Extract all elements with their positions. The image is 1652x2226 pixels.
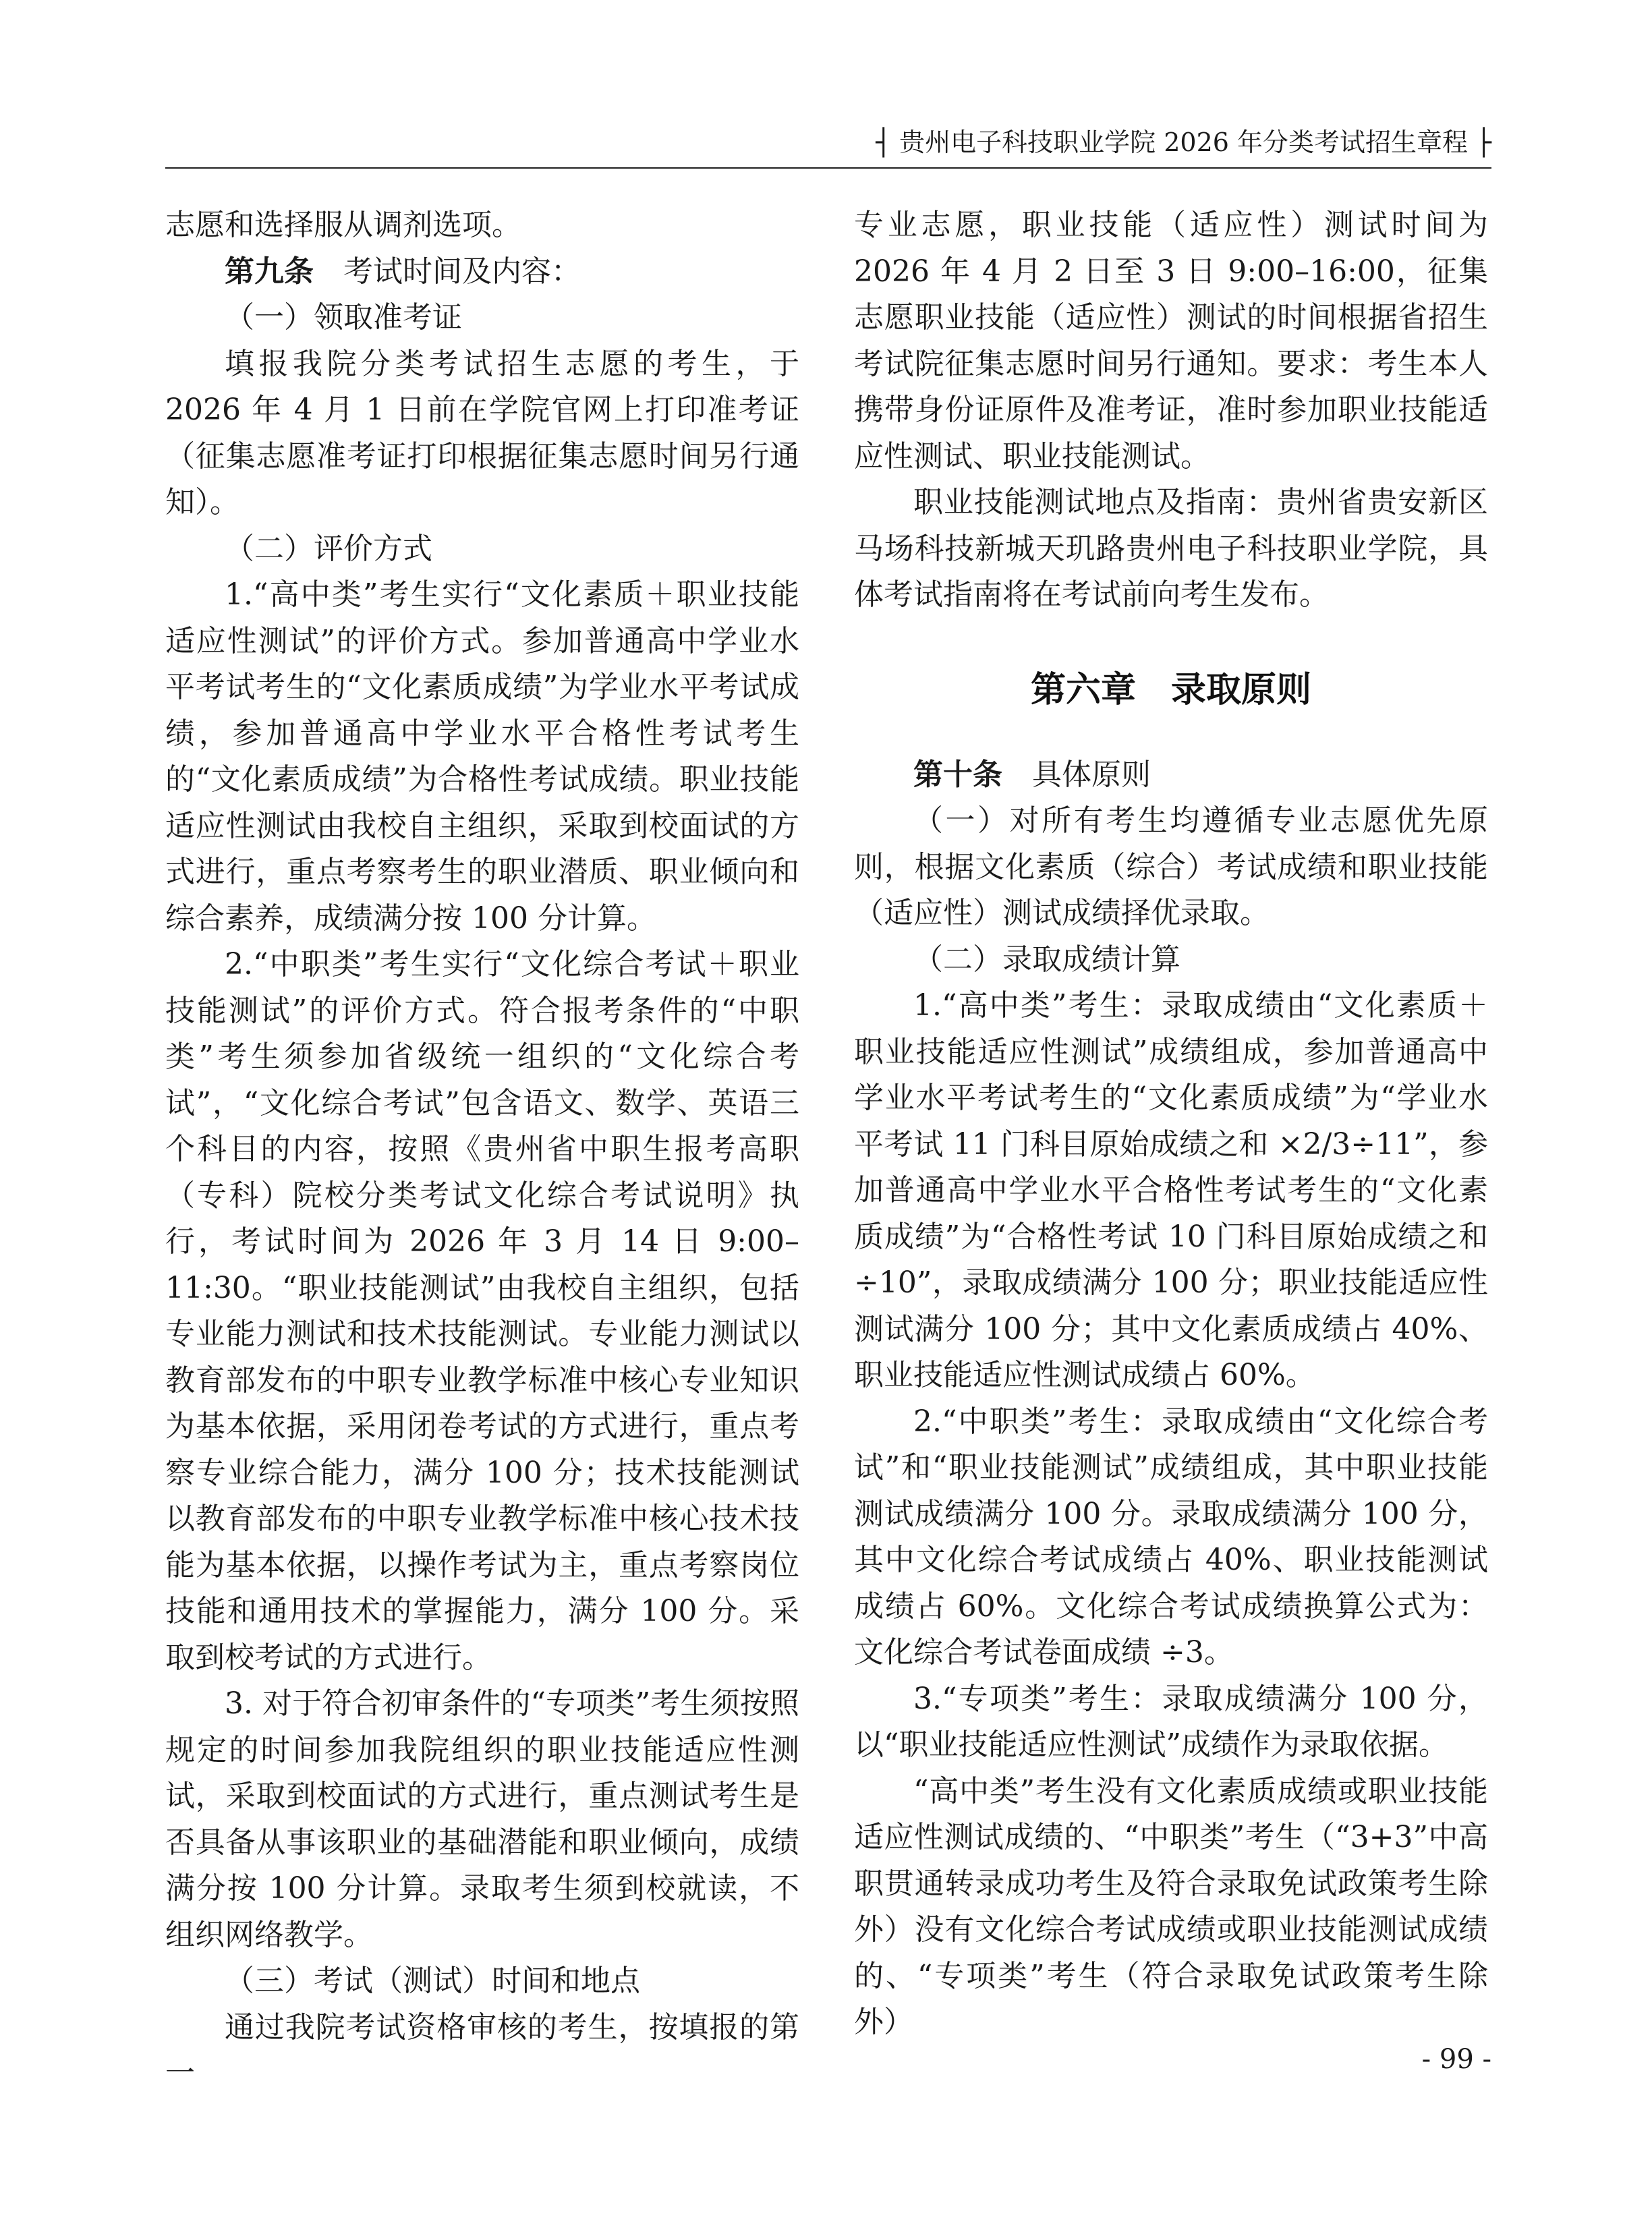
right-column-bottom bbox=[854, 752, 1488, 2046]
paragraph: 专业志愿，职业技能（适应性）测试时间为 2026 年 4 月 2 日至 3 日 9:00–16:00，征集志愿职业技能（适应性）测试的时间根据省招生考试院征集志愿时间另行通知。要求：考生本人携带身份证原件及准考证，准时参加职业技能适应性测试、职业技能测试。 bbox=[854, 208, 1488, 474]
paragraph: 2.“中职类”考生：录取成绩由“文化综合考试”和“职业技能测试”成绩组成，其中职业技能测试成绩满分 100 分。录取成绩满分 100 分，其中文化综合考试成绩占 40%、职业技能测试成绩占 60%。文化综合考试成绩换算公式为：文化综合考试卷面成绩 ÷3。 bbox=[854, 1404, 1488, 1670]
paragraph: （一）对所有考生均遵循专业志愿优先原则，根据文化素质（综合）考试成绩和职业技能（适应性）测试成绩择优录取。 bbox=[854, 803, 1488, 930]
paragraph: 3.“专项类”考生：录取成绩满分 100 分，以“职业技能适应性测试”成绩作为录取依据。 bbox=[854, 1681, 1488, 1762]
paragraph: 2.“中职类”考生实行“文化综合考试＋职业技能测试”的评价方式。符合报考条件的“中职类”考生须参加省级统一组织的“文化综合考试”，“文化综合考试”包含语文、数学、英语三个科目的内容，按照《贵州省中职生报考高职（专科）院校分类考试文化综合考试说明》执行，考试时间为 2026 年 3 月 14 日 9:00–11:30。“职业技能测试”由我校自主组织，包括专业能力测试和技术技能测试。专业能力测试以教育部发布的中职专业教学标准中核心专业知识为基本依据，采用闭卷考试的方式进行，重点考察专业综合能力，满分 100 分；技术技能测试以教育部发布的中职专业教学标准中核心技术技能为基本依据，以操作考试为主，重点考察岗位技能和通用技术的掌握能力，满分 100 分。采取到校考试的方式进行。 bbox=[165, 947, 799, 1675]
paragraph: “高中类”考生没有文化素质成绩或职业技能适应性测试成绩的、“中职类”考生（“3+3”中高职贯通转录成功考生及符合录取免试政策考生除外）没有文化综合考试成绩或职业技能测试成绩的、“专项类”考生（符合录取免试政策考生除外） bbox=[854, 1773, 1488, 2039]
paragraph: 填报我院分类考试招生志愿的考生，于 2026 年 4 月 1 日前在学院官网上打印准考证（征集志愿准考证打印根据征集志愿时间另行通知）。 bbox=[165, 346, 799, 519]
article-title: 具体原则 bbox=[1002, 757, 1151, 792]
right-column-top bbox=[854, 202, 1488, 619]
paragraph: 1.“高中类”考生实行“文化素质＋职业技能适应性测试”的评价方式。参加普通高中学业水平考试考生的“文化素质成绩”为学业水平考试成绩，参加普通高中学业水平合格性考试考生的“文化素质成绩”为合格性考试成绩。职业技能适应性测试由我校自主组织，采取到校面试的方式进行，重点考察考生的职业潜质、职业倾向和综合素养，成绩满分按 100 分计算。 bbox=[165, 577, 799, 936]
article-heading bbox=[165, 249, 799, 295]
paragraph: 3. 对于符合初审条件的“专项类”考生须按照规定的时间参加我院组织的职业技能适应性测试，采取到校面试的方式进行，重点测试考生是否具备从事该职业的基础潜能和职业倾向，成绩满分按 100 分计算。录取考生须到校就读，不组织网络教学。 bbox=[165, 1686, 799, 1952]
running-header: ┤ 贵州电子科技职业学院 2026 年分类考试招生章程 ├ bbox=[876, 127, 1491, 157]
right-column bbox=[854, 202, 1488, 2046]
paragraph: （一）领取准考证 bbox=[225, 300, 462, 335]
article-heading bbox=[854, 752, 1488, 799]
article-title: 考试时间及内容： bbox=[314, 254, 581, 289]
paragraph: （二）评价方式 bbox=[225, 531, 432, 566]
article-label: 第十条 bbox=[913, 757, 1002, 792]
paragraph: 1.“高中类”考生：录取成绩由“文化素质＋职业技能适应性测试”成绩组成，参加普通高中学业水平考试考生的“文化素质成绩”为“学业水平考试 11 门科目原始成绩之和 ×2/3÷11”，参加普通高中学业水平合格性考试考生的“文化素质成绩”为“合格性考试 10 门科目原始成绩之和 ÷10”，录取成绩满分 100 分；职业技能适应性测试满分 100 分；其中文化素质成绩占 40%、职业技能适应性测试成绩占 60%。 bbox=[854, 988, 1488, 1392]
paragraph: （二）录取成绩计算 bbox=[913, 942, 1180, 977]
chapter-heading: 第六章 录取原则 bbox=[1030, 669, 1311, 710]
left-column bbox=[165, 202, 799, 2097]
paragraph: 职业技能测试地点及指南：贵州省贵安新区马场科技新城天玑路贵州电子科技职业学院，具体考试指南将在考试前向考生发布。 bbox=[854, 485, 1488, 612]
article-label: 第九条 bbox=[225, 254, 314, 289]
page-number: - 99 - bbox=[1421, 2044, 1491, 2075]
paragraph: （三）考试（测试）时间和地点 bbox=[225, 1964, 640, 1998]
header-rule bbox=[165, 167, 1491, 169]
paragraph: 志愿和选择服从调剂选项。 bbox=[165, 208, 521, 242]
paragraph: 通过我院考试资格审核的考生，按填报的第一 bbox=[165, 2009, 799, 2090]
